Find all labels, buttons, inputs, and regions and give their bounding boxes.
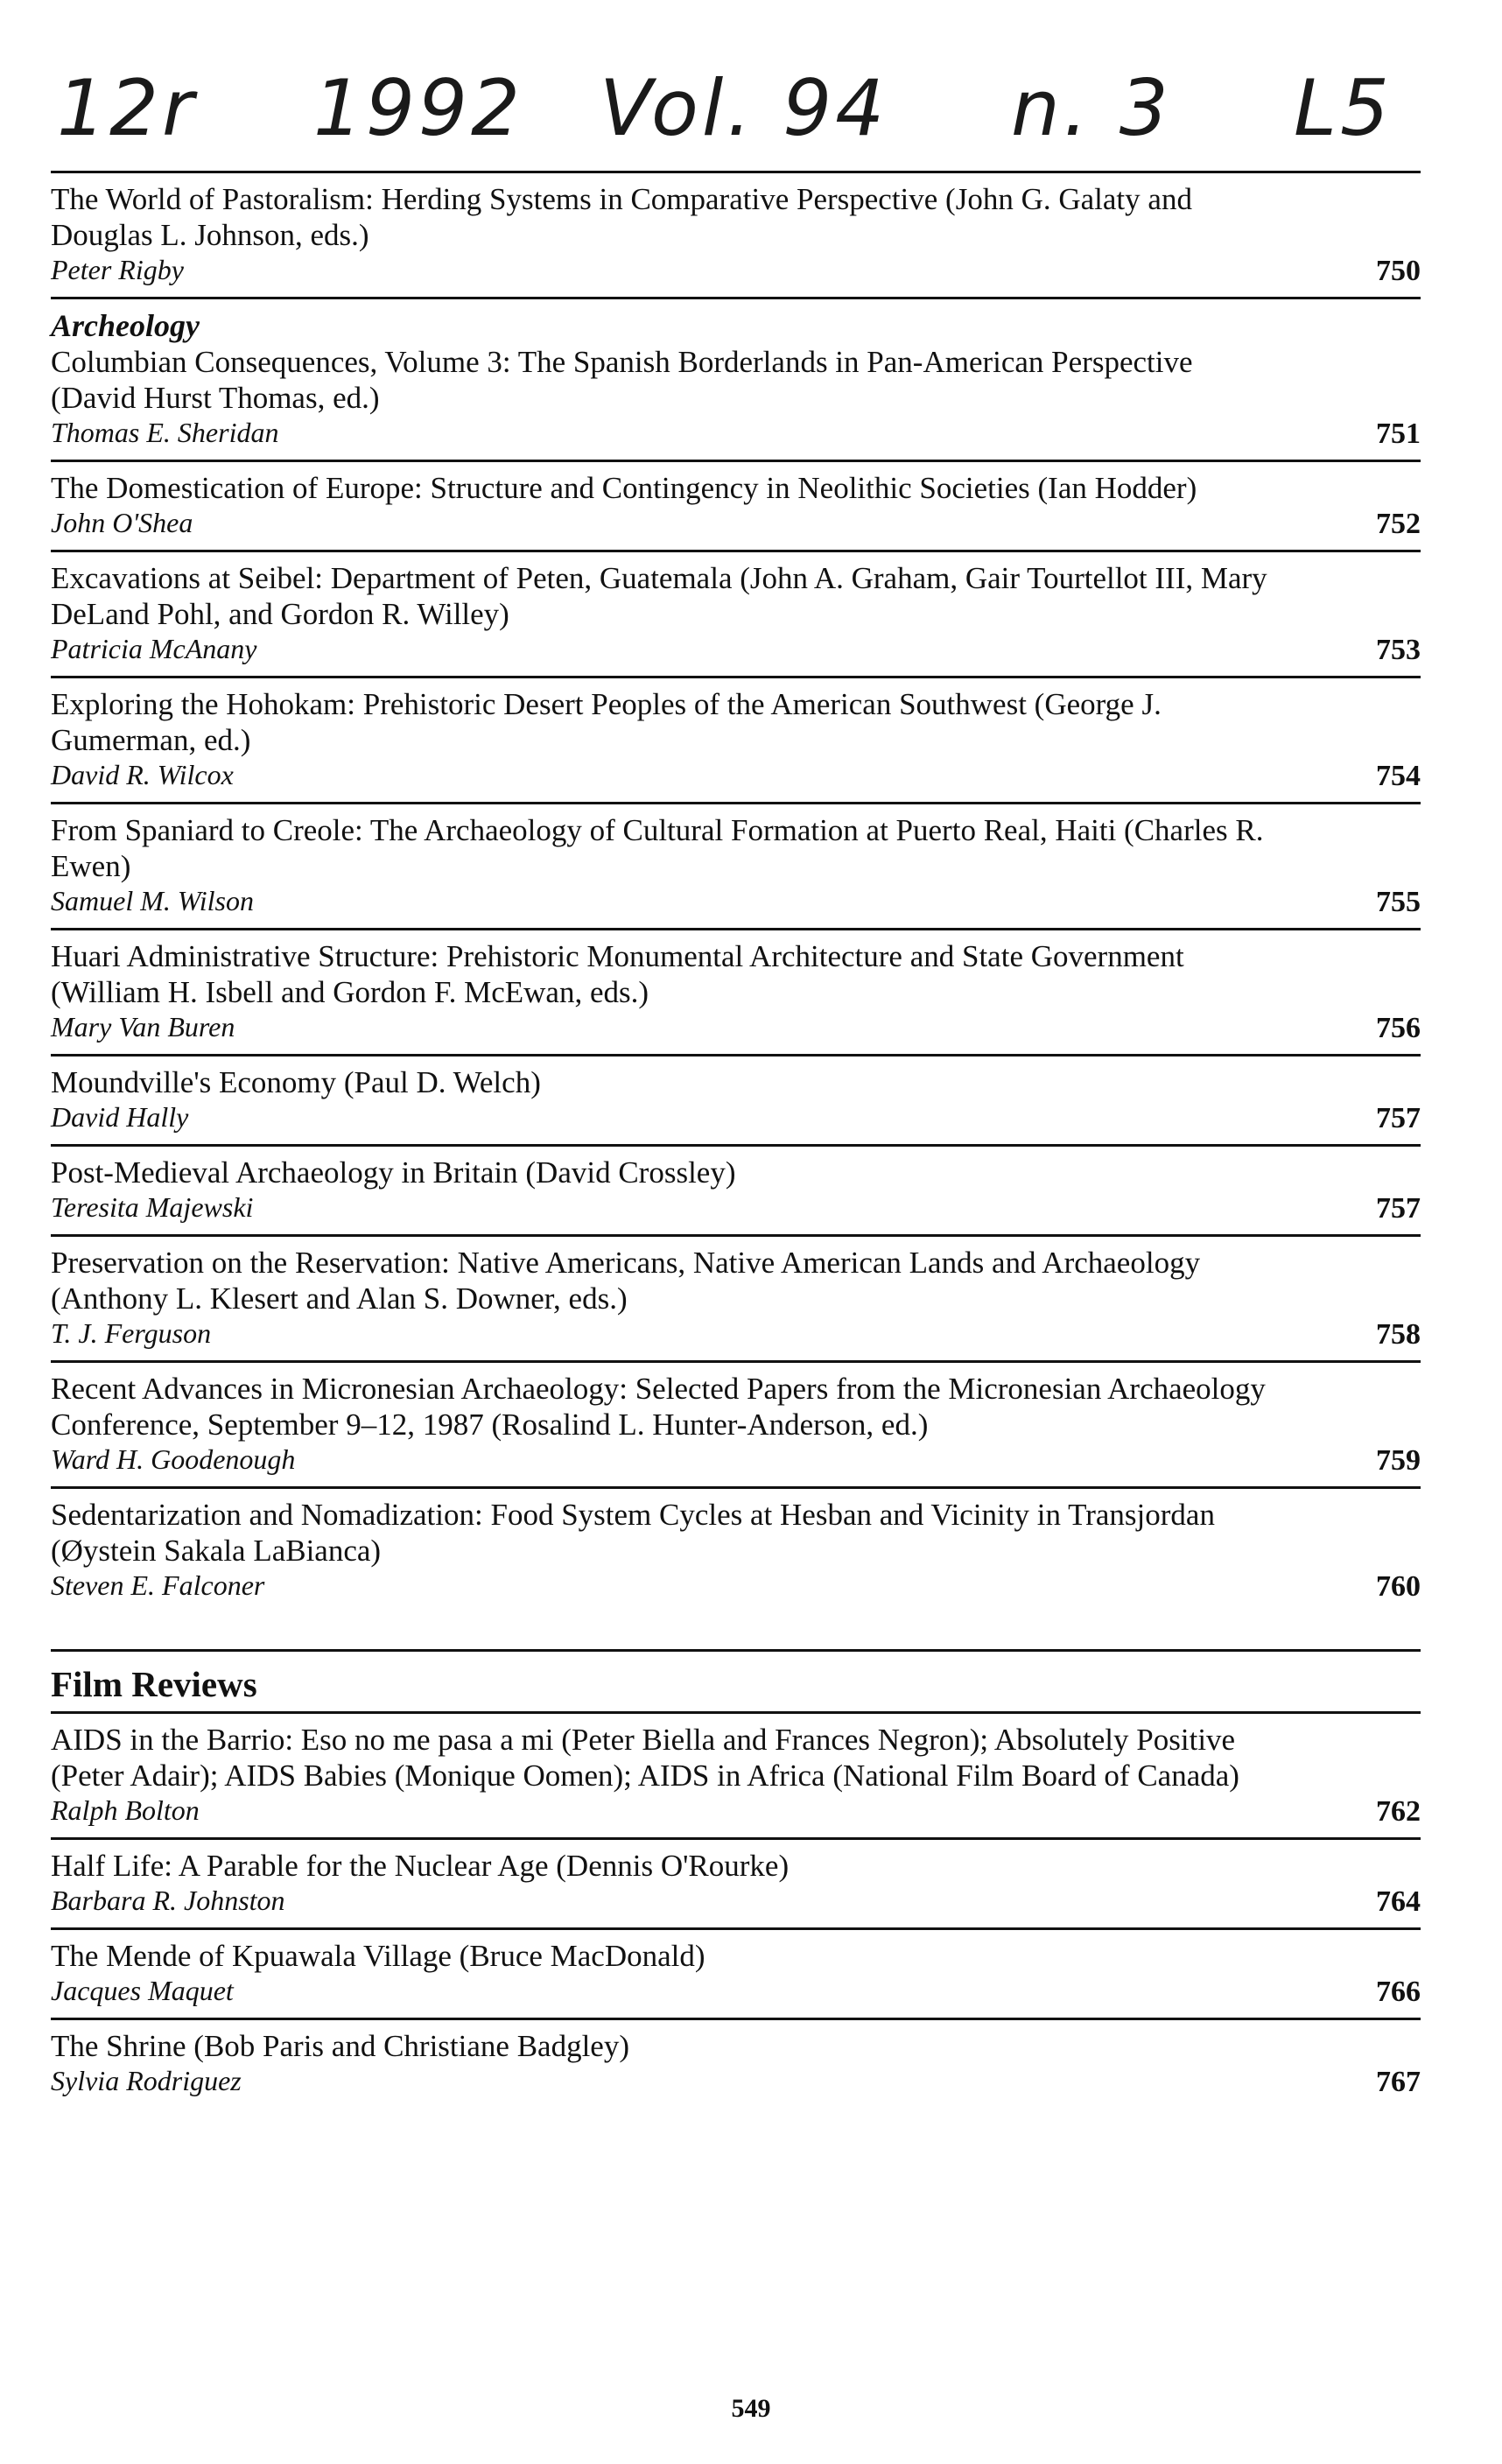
reviewer-name: Jacques Maquet [51,1975,234,2006]
page-ref: 754 [1376,760,1421,792]
review-title: The Mende of Kpuawala Village (Bruce MacDonald) [51,1939,705,1973]
reviewer-name: Thomas E. Sheridan [51,417,279,448]
review-title: Moundville's Economy (Paul D. Welch) [51,1065,541,1099]
review-entry [51,1930,1421,2020]
page-ref: 767 [1376,2066,1421,2098]
review-title: Columbian Consequences, Volume 3: The Spanish Borderlands in Pan-American Perspective (David Hurst Thomas, ed.) [51,345,1193,415]
page-ref: 766 [1376,1976,1421,2008]
handwritten-note-part: L5 [1294,63,1393,153]
page-ref: 750 [1376,255,1421,287]
review-entry [51,1363,1421,1489]
page-ref: 757 [1376,1192,1421,1225]
handwritten-note-part: n. 3 [1011,63,1172,153]
review-entry [51,804,1421,930]
review-entry [51,1057,1421,1147]
page-ref: 751 [1376,418,1421,450]
reviewer-name: Samuel M. Wilson [51,885,254,916]
review-entry [51,462,1421,552]
handwritten-note-part: 12r [57,63,198,153]
review-title: The World of Pastoralism: Herding Systems in Comparative Perspective (John G. Galaty and Douglas L. Johnson, eds.) [51,182,1192,252]
page-ref: 760 [1376,1570,1421,1603]
reviewer-name: Ralph Bolton [51,1794,200,1826]
review-entry [51,678,1421,804]
reviewer-name: Barbara R. Johnston [51,1885,285,1916]
review-title: Huari Administrative Structure: Prehistoric Monumental Architecture and State Government (William H. Isbell and Gordon F. McEwan, eds.) [51,939,1184,1009]
reviewer-name: Ward H. Goodenough [51,1443,296,1475]
review-title: AIDS in the Barrio: Eso no me pasa a mi (Peter Biella and Frances Negron); Absolutely Positive (Peter Adair); AIDS Babies (Monique Oomen); AIDS in Africa (National Film Board of Canada) [51,1723,1239,1793]
reviewer-name: Patricia McAnany [51,633,257,664]
review-title: From Spaniard to Creole: The Archaeology of Cultural Formation at Puerto Real, Haiti (Charles R. Ewen) [51,813,1264,883]
reviewer-name: Teresita Majewski [51,1191,254,1223]
review-entry [51,552,1421,678]
review-entry [51,173,1421,299]
review-entry [51,1147,1421,1237]
reviewer-name: Mary Van Buren [51,1011,235,1042]
page-ref: 753 [1376,634,1421,666]
review-title: Preservation on the Reservation: Native Americans, Native American Lands and Archaeology (Anthony L. Klesert and Alan S. Downer, eds.) [51,1246,1201,1316]
review-title: Exploring the Hohokam: Prehistoric Desert Peoples of the American Southwest (George J. Gumerman, ed.) [51,687,1162,757]
page-ref: 758 [1376,1318,1421,1351]
reviewer-name: Peter Rigby [51,254,184,285]
reviewer-name: John O'Shea [51,507,193,538]
review-title: Half Life: A Parable for the Nuclear Age (Dennis O'Rourke) [51,1849,790,1883]
page-number: 549 [731,2394,771,2423]
page-ref: 757 [1376,1102,1421,1134]
handwritten-annotation [57,63,1422,168]
table-of-contents [51,171,1421,2108]
review-entry [51,1840,1421,1930]
reviewer-name: T. J. Ferguson [51,1317,212,1349]
review-entry [51,1489,1421,1612]
reviewer-name: David R. Wilcox [51,759,234,790]
page-ref: 764 [1376,1885,1421,1918]
review-entry [51,299,1421,462]
review-entry [51,2020,1421,2108]
reviewer-name: Steven E. Falconer [51,1569,265,1601]
review-entry [51,1714,1421,1840]
review-title: The Shrine (Bob Paris and Christiane Badgley) [51,2029,629,2063]
reviewer-name: David Hally [51,1101,189,1133]
review-title: Excavations at Seibel: Department of Peten, Guatemala (John A. Graham, Gair Tourtellot III, Mary DeLand Pohl, and Gordon R. Willey) [51,561,1267,631]
handwritten-note-part: 1992 [313,63,523,153]
review-title: Recent Advances in Micronesian Archaeology: Selected Papers from the Micronesian Archaeology Conference, September 9–12, 1987 (Rosalind L. Hunter-Anderson, ed.) [51,1372,1266,1442]
page-ref: 752 [1376,508,1421,540]
review-title: The Domestication of Europe: Structure and Contingency in Neolithic Societies (Ian Hodder) [51,471,1197,505]
page-ref: 756 [1376,1012,1421,1044]
page-ref: 755 [1376,886,1421,918]
section-heading-film-reviews: Film Reviews [51,1652,1421,1714]
reviewer-name: Sylvia Rodriguez [51,2065,242,2096]
page-ref: 759 [1376,1444,1421,1477]
review-title: Post-Medieval Archaeology in Britain (David Crossley) [51,1155,736,1190]
section-divider [51,1612,1421,1652]
review-entry [51,930,1421,1057]
review-entry [51,1237,1421,1363]
section-heading-archeology: Archeology [51,308,200,343]
handwritten-note-part: Vol. 94 [600,63,888,153]
review-title: Sedentarization and Nomadization: Food System Cycles at Hesban and Vicinity in Transjordan (Øystein Sakala LaBianca) [51,1498,1215,1568]
page-ref: 762 [1376,1795,1421,1828]
